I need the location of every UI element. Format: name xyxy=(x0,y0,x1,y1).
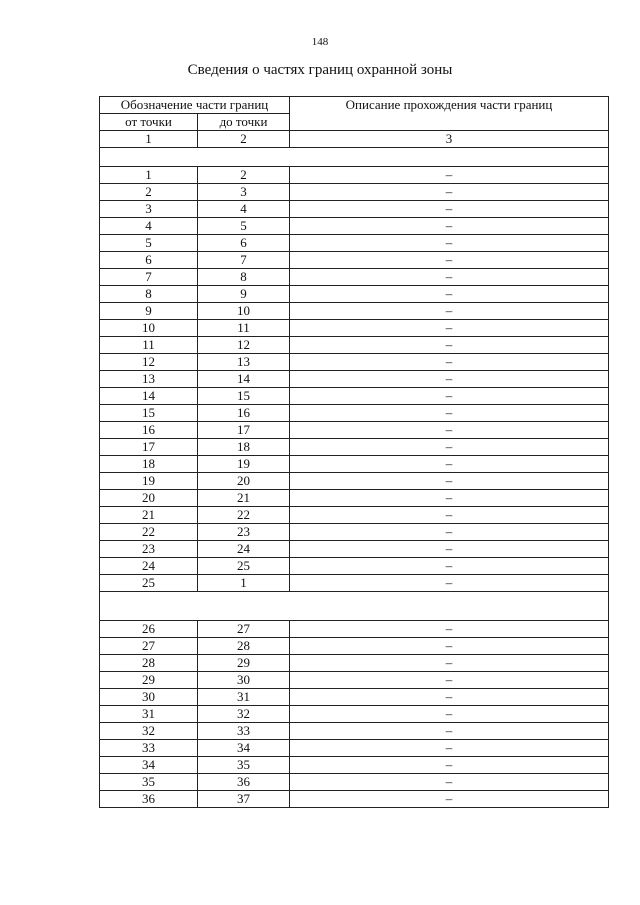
cell-from-point: 12 xyxy=(100,354,198,371)
document-title: Сведения о частях границ охранной зоны xyxy=(187,62,453,78)
cell-description: – xyxy=(290,456,609,473)
table-body xyxy=(100,148,609,808)
section-separator xyxy=(100,592,609,621)
table-row xyxy=(100,439,609,456)
column-index-2: 2 xyxy=(198,131,290,148)
cell-from-point: 15 xyxy=(100,405,198,422)
header-description: Описание прохождения части границ xyxy=(290,97,609,131)
cell-to-point: 8 xyxy=(198,269,290,286)
cell-from-point: 18 xyxy=(100,456,198,473)
section-separator-cell xyxy=(100,148,609,167)
cell-to-point: 30 xyxy=(198,672,290,689)
cell-from-point: 19 xyxy=(100,473,198,490)
table-row xyxy=(100,286,609,303)
table-row xyxy=(100,167,609,184)
cell-to-point: 9 xyxy=(198,286,290,303)
header-boundary-designation: Обозначение части границ xyxy=(100,97,290,114)
table-row xyxy=(100,706,609,723)
cell-to-point: 15 xyxy=(198,388,290,405)
cell-description: – xyxy=(290,218,609,235)
table-row xyxy=(100,320,609,337)
cell-from-point: 29 xyxy=(100,672,198,689)
cell-to-point: 19 xyxy=(198,456,290,473)
cell-to-point: 36 xyxy=(198,774,290,791)
table-header xyxy=(100,97,609,148)
cell-description: – xyxy=(290,201,609,218)
cell-from-point: 1 xyxy=(100,167,198,184)
cell-to-point: 7 xyxy=(198,252,290,269)
table-row xyxy=(100,655,609,672)
cell-from-point: 22 xyxy=(100,524,198,541)
cell-to-point: 3 xyxy=(198,184,290,201)
cell-to-point: 17 xyxy=(198,422,290,439)
cell-description: – xyxy=(290,558,609,575)
cell-from-point: 7 xyxy=(100,269,198,286)
table-row xyxy=(100,388,609,405)
table-row xyxy=(100,689,609,706)
cell-description: – xyxy=(290,689,609,706)
cell-description: – xyxy=(290,269,609,286)
cell-description: – xyxy=(290,167,609,184)
cell-from-point: 27 xyxy=(100,638,198,655)
cell-to-point: 4 xyxy=(198,201,290,218)
table-row xyxy=(100,371,609,388)
cell-to-point: 18 xyxy=(198,439,290,456)
table-row xyxy=(100,757,609,774)
cell-from-point: 28 xyxy=(100,655,198,672)
cell-from-point: 14 xyxy=(100,388,198,405)
table-row xyxy=(100,201,609,218)
cell-from-point: 16 xyxy=(100,422,198,439)
cell-to-point: 12 xyxy=(198,337,290,354)
cell-description: – xyxy=(290,320,609,337)
cell-description: – xyxy=(290,638,609,655)
column-index-1: 1 xyxy=(100,131,198,148)
cell-from-point: 4 xyxy=(100,218,198,235)
cell-to-point: 10 xyxy=(198,303,290,320)
cell-to-point: 21 xyxy=(198,490,290,507)
table-row xyxy=(100,218,609,235)
column-index-3: 3 xyxy=(290,131,609,148)
cell-to-point: 25 xyxy=(198,558,290,575)
cell-description: – xyxy=(290,672,609,689)
table-row xyxy=(100,269,609,286)
cell-from-point: 3 xyxy=(100,201,198,218)
cell-to-point: 13 xyxy=(198,354,290,371)
cell-from-point: 26 xyxy=(100,621,198,638)
cell-to-point: 33 xyxy=(198,723,290,740)
table-row xyxy=(100,405,609,422)
cell-from-point: 17 xyxy=(100,439,198,456)
section-separator xyxy=(100,148,609,167)
table-row xyxy=(100,184,609,201)
cell-to-point: 28 xyxy=(198,638,290,655)
cell-description: – xyxy=(290,405,609,422)
table-row xyxy=(100,507,609,524)
cell-description: – xyxy=(290,184,609,201)
cell-description: – xyxy=(290,507,609,524)
page-number: 148 xyxy=(311,36,329,48)
cell-to-point: 14 xyxy=(198,371,290,388)
cell-description: – xyxy=(290,235,609,252)
cell-from-point: 11 xyxy=(100,337,198,354)
cell-description: – xyxy=(290,575,609,592)
cell-description: – xyxy=(290,524,609,541)
cell-from-point: 33 xyxy=(100,740,198,757)
cell-description: – xyxy=(290,740,609,757)
cell-from-point: 21 xyxy=(100,507,198,524)
table-row xyxy=(100,524,609,541)
cell-description: – xyxy=(290,422,609,439)
cell-to-point: 1 xyxy=(198,575,290,592)
cell-to-point: 37 xyxy=(198,791,290,808)
table-row xyxy=(100,723,609,740)
cell-description: – xyxy=(290,791,609,808)
cell-description: – xyxy=(290,252,609,269)
cell-from-point: 36 xyxy=(100,791,198,808)
cell-description: – xyxy=(290,388,609,405)
cell-description: – xyxy=(290,337,609,354)
cell-from-point: 13 xyxy=(100,371,198,388)
cell-description: – xyxy=(290,774,609,791)
cell-to-point: 31 xyxy=(198,689,290,706)
cell-from-point: 20 xyxy=(100,490,198,507)
cell-description: – xyxy=(290,621,609,638)
table-row xyxy=(100,252,609,269)
cell-description: – xyxy=(290,439,609,456)
cell-from-point: 30 xyxy=(100,689,198,706)
cell-to-point: 16 xyxy=(198,405,290,422)
table-row xyxy=(100,558,609,575)
table-row xyxy=(100,303,609,320)
table-row xyxy=(100,541,609,558)
cell-to-point: 22 xyxy=(198,507,290,524)
table-row xyxy=(100,774,609,791)
cell-description: – xyxy=(290,286,609,303)
cell-description: – xyxy=(290,354,609,371)
cell-from-point: 23 xyxy=(100,541,198,558)
cell-description: – xyxy=(290,371,609,388)
cell-description: – xyxy=(290,541,609,558)
header-to-point: до точки xyxy=(198,114,290,131)
table-row xyxy=(100,456,609,473)
section-separator-cell xyxy=(100,592,609,621)
cell-to-point: 2 xyxy=(198,167,290,184)
cell-to-point: 34 xyxy=(198,740,290,757)
cell-description: – xyxy=(290,473,609,490)
cell-from-point: 9 xyxy=(100,303,198,320)
boundary-parts-table xyxy=(99,96,609,808)
table-row xyxy=(100,621,609,638)
cell-to-point: 32 xyxy=(198,706,290,723)
cell-to-point: 6 xyxy=(198,235,290,252)
table-row xyxy=(100,575,609,592)
cell-description: – xyxy=(290,490,609,507)
cell-to-point: 23 xyxy=(198,524,290,541)
cell-from-point: 2 xyxy=(100,184,198,201)
table-row xyxy=(100,473,609,490)
cell-from-point: 32 xyxy=(100,723,198,740)
table-row xyxy=(100,791,609,808)
cell-from-point: 6 xyxy=(100,252,198,269)
cell-description: – xyxy=(290,706,609,723)
table-row xyxy=(100,354,609,371)
cell-description: – xyxy=(290,655,609,672)
table-row xyxy=(100,638,609,655)
cell-from-point: 31 xyxy=(100,706,198,723)
cell-to-point: 11 xyxy=(198,320,290,337)
cell-from-point: 24 xyxy=(100,558,198,575)
table-row xyxy=(100,337,609,354)
cell-from-point: 25 xyxy=(100,575,198,592)
cell-to-point: 20 xyxy=(198,473,290,490)
cell-from-point: 8 xyxy=(100,286,198,303)
cell-from-point: 35 xyxy=(100,774,198,791)
cell-from-point: 10 xyxy=(100,320,198,337)
cell-description: – xyxy=(290,723,609,740)
cell-from-point: 5 xyxy=(100,235,198,252)
header-from-point: от точки xyxy=(100,114,198,131)
table-row xyxy=(100,422,609,439)
table-row xyxy=(100,490,609,507)
cell-to-point: 29 xyxy=(198,655,290,672)
cell-description: – xyxy=(290,303,609,320)
cell-to-point: 24 xyxy=(198,541,290,558)
cell-to-point: 35 xyxy=(198,757,290,774)
cell-from-point: 34 xyxy=(100,757,198,774)
table-row xyxy=(100,740,609,757)
table-row xyxy=(100,235,609,252)
cell-to-point: 27 xyxy=(198,621,290,638)
cell-to-point: 5 xyxy=(198,218,290,235)
table-row xyxy=(100,672,609,689)
cell-description: – xyxy=(290,757,609,774)
